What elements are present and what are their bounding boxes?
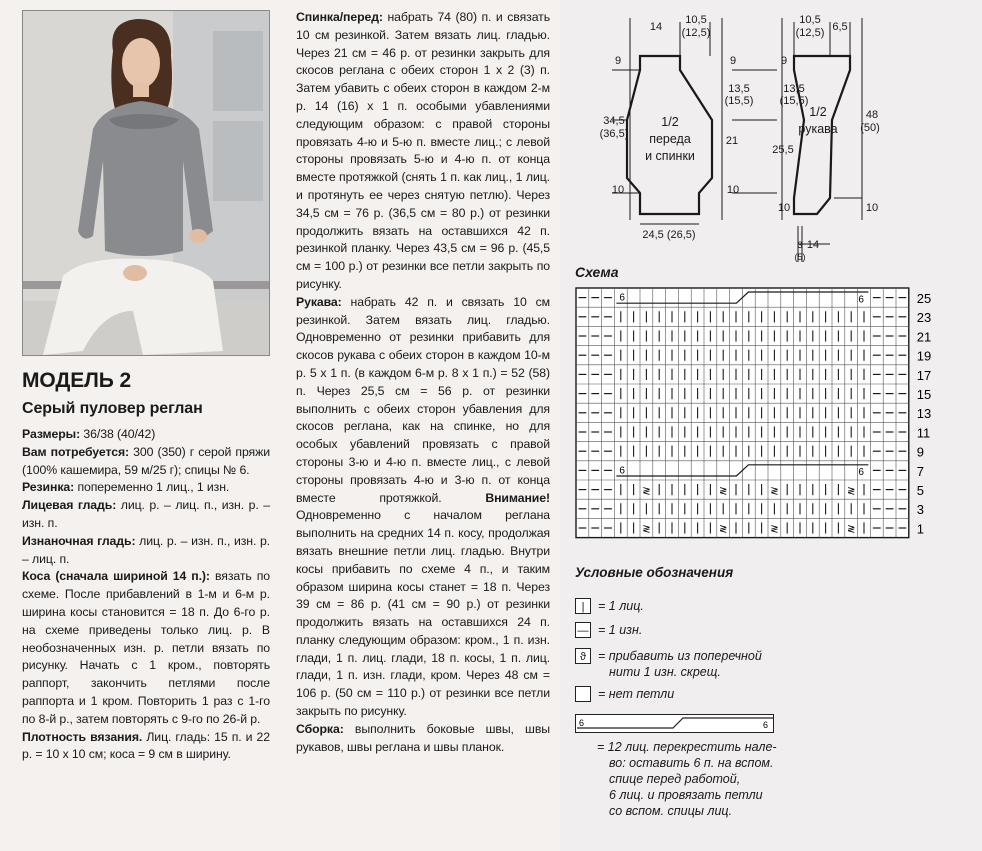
dim-rib-right: 10 (777, 202, 791, 214)
knit-symbol: | (575, 598, 591, 614)
chart-row-label: 1 (916, 521, 925, 537)
cable-cross-left-six: 6 (579, 718, 585, 728)
increase-mark: ≷ (642, 485, 651, 497)
pattern-diagram (572, 8, 880, 263)
schema-title: Схема (575, 264, 619, 280)
cable-paragraph (22, 568, 270, 728)
increase-mark: ≷ (719, 524, 728, 536)
front-label-1: 1/2 (661, 115, 679, 129)
gauge-label: Плотность вязания. (22, 729, 143, 744)
chart-row-label: 11 (916, 425, 931, 441)
dim-bottom-width: 24,5 (26,5) (642, 229, 696, 241)
model-title: МОДЕЛЬ 2 (22, 369, 132, 392)
dim-length: 34,5 (603, 115, 625, 127)
cross-label-right: 6 (858, 294, 864, 306)
gauge-paragraph (22, 729, 270, 765)
dim-sleeve-top: 6,5 (832, 21, 848, 33)
dim-sleeve-length: 48 (865, 109, 879, 121)
increase-legend-2: нити 1 изн. скрещ. (609, 665, 721, 679)
dim-length-alt: (36,5) (599, 128, 629, 140)
increase-symbol: ϑ (575, 648, 591, 664)
materials-paragraph (22, 444, 270, 480)
chart-row-label: 15 (916, 386, 932, 402)
gauge-text: Лиц. гладь: 15 п. и 22 р. = 10 x 10 см; коса = 9 см в ширину. (22, 729, 270, 762)
increase-mark: ≷ (642, 524, 651, 536)
dim-neck-b-alt: (12,5) (795, 27, 825, 39)
attention-label: Внимание! (485, 490, 550, 505)
no-stitch-symbol (575, 686, 591, 702)
chart-row-label: 9 (916, 444, 925, 460)
sleeve-text: набрать 42 п. и связать 10 см резинкой. Затем вязать лиц. гладью. Одновременно от резинки прибавить для скосов рукава с обеих сторон в каждом 10-м р. 5 x 1 п. (в каждом 6-м р. 8 x 1 п.) = 52 (58) п. Через 25,5 см = 56 р. от резинки выполнить с обеих сторон убавления для скосов реглана, как на спинке, но для особых убавлений провязать с правой стороны 3-ю и 4-ю п. вместе лиц., с левой стороны провязать 4-ю и 3-ю п. от конца вместе протяжкой. (296, 294, 550, 505)
model-subtitle: Серый пуловер реглан (22, 400, 203, 417)
dim-rib-mid: 10 (726, 184, 740, 196)
back-front-label: Спинка/перед: (296, 10, 383, 24)
stockinette-text: лиц. р. – лиц. п., изн. р. – изн. п. (22, 498, 270, 530)
increase-mark: ≷ (719, 485, 728, 497)
assembly-label: Сборка: (296, 721, 344, 736)
sizes-paragraph (22, 426, 270, 444)
dim-sleeve-seam: 25,5 (772, 144, 794, 156)
stockinette-label: Лицевая гладь: (22, 498, 117, 513)
no-stitch-legend: = нет петли (598, 687, 675, 701)
chart-row-label: 17 (916, 367, 932, 383)
dim-neck-a: 10,5 (685, 14, 707, 26)
chart-row-label: 13 (916, 406, 932, 422)
cable-text: вязать по схеме. После прибавлений в 1-м и 6-м р. ширина косы становится = 18 п. До 6-го р. на схеме приведены только лиц. р. В необозначенных изн. р. петли вязать по рисунку. Начать с 1 кром., повторять раппорт, закончить петлями после раппорта и 1 кром. Повторить 1 раз с 1-го по 8-й р., затем повторять с 9-го по 26-й р. (22, 569, 270, 726)
model-photo (22, 10, 270, 356)
purl-legend: = 1 изн. (598, 623, 643, 637)
sizes-label: Размеры: (22, 427, 81, 441)
front-label-2: переда (649, 132, 691, 146)
back-front-paragraph (296, 9, 550, 294)
sleeve-paragraph (296, 294, 550, 721)
chart-row-label: 19 (916, 348, 932, 364)
dim-neck-b: 10,5 (799, 14, 821, 26)
purl-symbol: — (575, 622, 591, 638)
dim-9-right: 9 (780, 55, 788, 67)
sizes-text: 36/38 (40/42) (80, 427, 156, 441)
sleeve-label-2: рукава (798, 122, 838, 136)
cross-label-left: 6 (619, 465, 625, 477)
dim-cuff-3: 3 (797, 240, 803, 250)
cable-cross-right-six: 6 (763, 720, 769, 730)
cross-legend-2: во: оставить 6 п. на вспом. (609, 756, 774, 770)
cross-legend-4: 6 лиц. и провязать петли (609, 788, 763, 802)
back-front-text: набрать 74 (80) п. и связать 10 см резинкой. Затем вязать лиц. гладью. Через 21 см = 46 р. от резинки закрыть для скосов реглана с обеих сторон 1 x 2 (3) п. Затем убавить с обеих сторон в каждом 2-м р. 14 (16) x 1 п. особыми убавлениями следующим образом: с правой стороны провязать 4-ю и 5-ю п. вместе лиц.; с левой стороны провязать 5-ю и 4-ю п. от конца вместе протяжкой (снять 1 п. как лиц., 1 лиц. и протянуть ее через снятую петлю). Через 34,5 см = 76 р. (36,5 см = 80 р.) от резинки продолжить вязать на оставшихся 42 п. резинкой планку. Через 43,5 см = 96 р. (45,5 см = 100 р.) от резинки все петли закрыть по рисунку. (296, 10, 550, 291)
reverse-paragraph (22, 533, 270, 569)
cross-legend-1: = 12 лиц. перекрестить нале- (597, 740, 777, 754)
dim-cuff-5: (5) (794, 252, 806, 262)
knit-legend: = 1 лиц. (598, 599, 644, 613)
dim-raglan-a-alt: (15,5) (724, 95, 754, 107)
increase-mark: ≷ (847, 524, 856, 536)
attention-text: Одновременно с началом реглана выполнить на средних 14 п. косу, продолжая вязать внешние петли лиц. гладью. Внутри косы прибавить по схеме 4 п., и таким образом ширина косы станет = 18 п. Через 39 см = 86 р. (41 см = 90 р.) от резинки продолжить вязать на оставшихся 24 п. планку следующим образом: кром., 1 п. изн. глади, 1 п. лиц. глади, 18 п. косы, 1 п. лиц. глади, 1 п. изн. глади, кром. Через 48 см = 106 р. (50 см = 110 р.) от резинки все петли закрыть по рисунку. (296, 508, 550, 719)
increase-legend-1: = прибавить из поперечной (598, 649, 762, 663)
assembly-text: выполнить боковые швы, швы рукавов, швы реглана и швы планок. (296, 721, 550, 754)
dim-rib-sleeve: 10 (865, 202, 879, 214)
middle-column (296, 9, 550, 756)
knitting-chart (574, 286, 964, 554)
dim-raglan-b: 13,5 (783, 83, 805, 95)
chart-row-label: 3 (916, 502, 925, 518)
dim-width-top: 14 (649, 21, 663, 33)
chart-row-label: 7 (916, 463, 925, 479)
cross-legend-5: со вспом. спицы лиц. (609, 804, 733, 818)
chart-row-label: 23 (916, 310, 932, 326)
sleeve-label: Рукава: (296, 294, 342, 309)
dim-9-mid: 9 (729, 55, 737, 67)
dim-side: 21 (725, 135, 739, 147)
cross-label-left: 6 (619, 292, 625, 304)
dim-cuff-width: 14 (806, 239, 820, 251)
dim-sleeve-length-alt: (50) (860, 122, 880, 134)
chart-row-label: 25 (916, 290, 932, 306)
cable-cross-symbol (575, 714, 775, 734)
cable-label: Коса (сначала шириной 14 п.): (22, 569, 210, 584)
dim-9-left: 9 (614, 55, 622, 67)
rib-paragraph (22, 479, 270, 497)
increase-mark: ≷ (847, 485, 856, 497)
increase-mark: ≷ (770, 524, 779, 536)
rib-label: Резинка: (22, 480, 75, 495)
cross-label-right: 6 (858, 467, 864, 479)
assembly-paragraph (296, 721, 550, 757)
reverse-label: Изнаночная гладь: (22, 533, 136, 548)
legend-title: Условные обозначения (575, 565, 734, 580)
stockinette-paragraph (22, 497, 270, 533)
rib-text: попеременно 1 лиц., 1 изн. (74, 480, 230, 495)
dim-raglan-a: 13,5 (728, 83, 750, 95)
materials-text: 300 (350) г серой пряжи (100% кашемира, 59 м/25 г); спицы № 6. (22, 444, 271, 477)
dim-rib-left: 10 (611, 184, 625, 196)
cross-legend-3: спице перед работой, (609, 772, 741, 786)
dim-neck-a-alt: (12,5) (681, 27, 711, 39)
reverse-text: лиц. р. – изн. п., изн. р. – лиц. п. (22, 533, 270, 566)
chart-row-label: 5 (916, 482, 925, 498)
chart-row-label: 21 (916, 329, 932, 345)
front-label-3: и спинки (645, 149, 695, 163)
increase-mark: ≷ (770, 485, 779, 497)
sleeve-label-1: 1/2 (809, 105, 827, 119)
left-column (22, 368, 270, 764)
materials-label: Вам потребуется: (22, 444, 130, 459)
dim-raglan-b-alt: (15,5) (779, 95, 809, 107)
